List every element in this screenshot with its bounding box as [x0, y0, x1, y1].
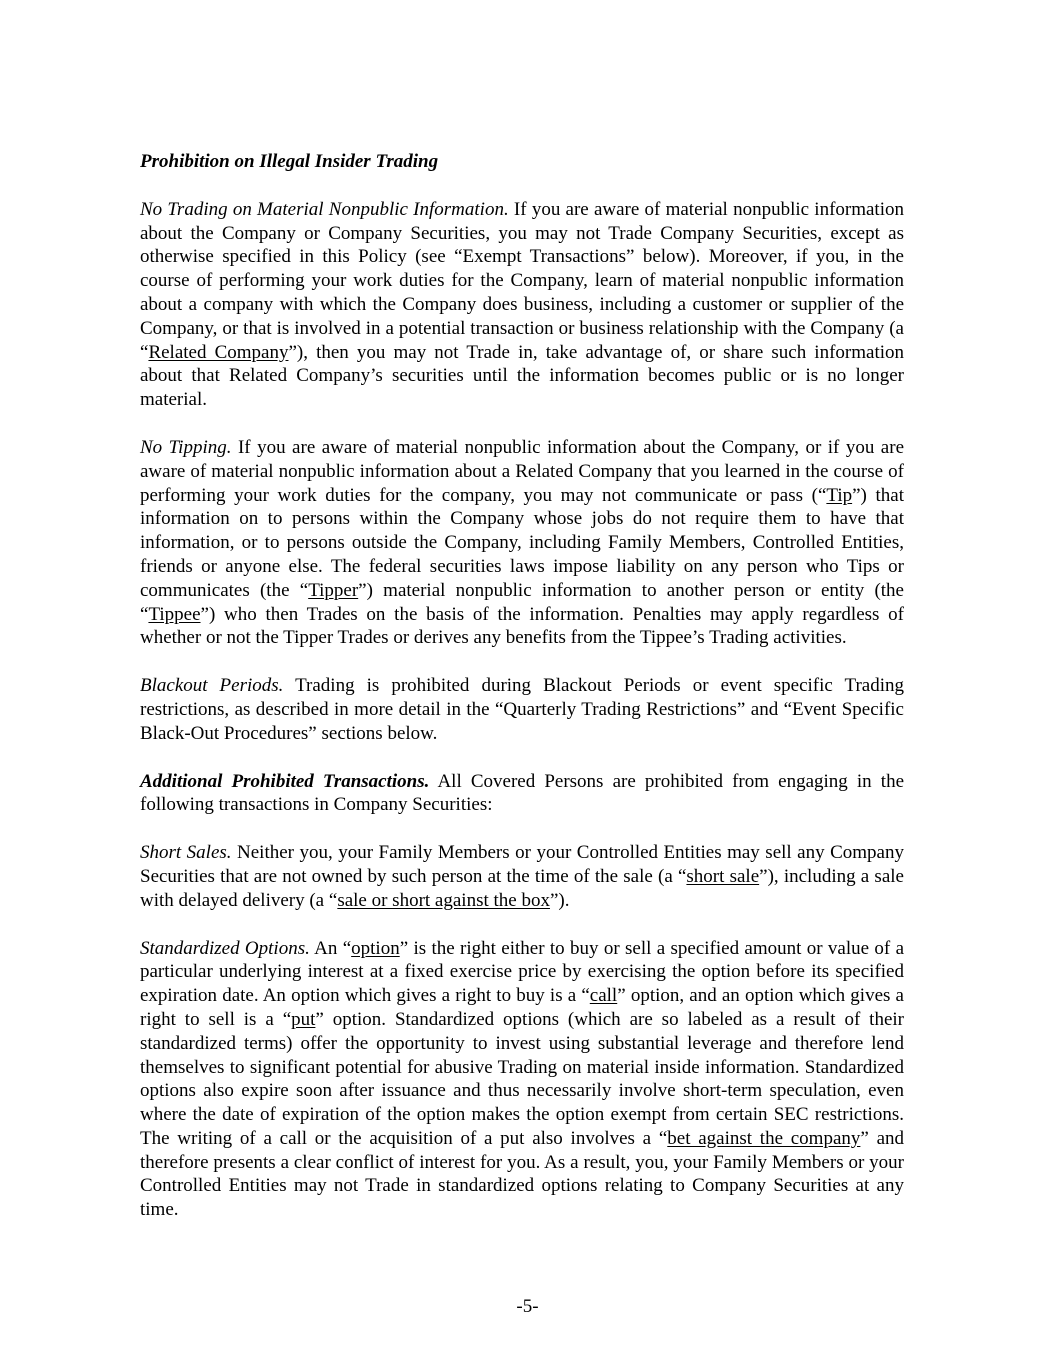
paragraph-no-tipping	[140, 436, 904, 650]
paragraph-title: Blackout Periods.	[140, 675, 284, 697]
paragraph-text: ” is the right either to buy or sell a specified amount or value of a particular underlying interest at a fixed exercise price by exercising the option before its specified expiration date. An option which gives a right to buy is a “	[140, 937, 904, 1007]
paragraph-title: Additional Prohibited Transactions.	[140, 770, 430, 792]
defined-term: option	[351, 937, 400, 959]
paragraph-text: ”) that information on to persons within the Company whose jobs do not require them to have that information, or to persons outside the Company, including Family Members, Controlled Entities, friends or anyone else. The federal securities laws impose liability on any person who Tips or communicates (the “	[140, 484, 904, 601]
paragraph-text: All Covered Persons are prohibited from engaging in the following transactions in Company Securities:	[140, 770, 904, 816]
paragraph-text: If you are aware of material nonpublic information about the Company, or if you are aware of material nonpublic information about a Related Company that you learned in the course of performing your work duties for the company, you may not communicate or pass (“	[140, 436, 904, 506]
paragraph-blackout-periods	[140, 674, 904, 745]
paragraph-text: ”), then you may not Trade in, take advantage of, or share such information about that Related Company’s securities until the information becomes public or is no longer material.	[140, 341, 904, 411]
paragraph-text: ” option, and an option which gives a right to sell is a “	[140, 985, 904, 1030]
paragraph-text: ” and therefore presents a clear conflict of interest for you. As a result, you, your Family Members or your Controlled Entities may not Trade in standardized options relating to Company Securities at any time.	[140, 1127, 904, 1221]
paragraph-short-sales	[140, 841, 904, 912]
paragraph-text: Trading is prohibited during Blackout Periods or event specific Trading restrictions, as described in more detail in the “Quarterly Trading Restrictions” and “Event Specific Black-Out Procedures” sections below.	[140, 675, 904, 744]
defined-term: bet against the company	[667, 1127, 861, 1149]
paragraph-text: Neither you, your Family Members or your Controlled Entities may sell any Company Securities that are not owned by such person at the time of the sale (a “	[140, 842, 904, 887]
defined-term: Tippee	[148, 603, 201, 625]
defined-term: call	[589, 985, 618, 1007]
paragraph-title: Short Sales.	[140, 842, 232, 864]
paragraph-text: ”) who then Trades on the basis of the information. Penalties may apply regardless of whether or not the Tipper Trades or derives any benefits from the Tippee’s Trading activities.	[140, 603, 904, 649]
paragraph-additional-prohibited	[140, 770, 904, 818]
paragraph-text: ”).	[549, 889, 570, 911]
paragraph-text: ” option. Standardized options (which are so labeled as a result of their standardized terms) offer the opportunity to invest using substantial leverage and therefore lend themselves to significant potential for abusive Trading on material inside information. Standardized options also expire soon after issuance and thus necessarily involve short-term speculation, even where the date of expiration of the option makes the option exempt from certain SEC restrictions. The writing of a call or the acquisition of a put also involves a “	[140, 1008, 904, 1149]
defined-term: sale or short against the box	[337, 889, 550, 911]
defined-term: Related Company	[148, 341, 289, 363]
paragraph-title: No Trading on Material Nonpublic Information.	[140, 198, 509, 220]
paragraph-text: ”) material nonpublic information to another person or entity (the “	[140, 579, 904, 625]
document-page	[140, 150, 904, 1246]
defined-term: Tip	[826, 484, 853, 506]
paragraph-text: An “	[309, 937, 352, 959]
defined-term: put	[291, 1008, 316, 1030]
paragraph-text: ”), including a sale with delayed delivery (a “	[140, 865, 904, 911]
defined-term: short sale	[686, 865, 760, 887]
page-number: -5-	[516, 1296, 539, 1317]
paragraph-standardized-options	[140, 937, 904, 1223]
paragraph-text: If you are aware of material nonpublic information about the Company or Company Securities, you may not Trade Company Securities, except as otherwise specified in this Policy (see “Exempt Transactions” below). Moreover, if you, in the course of performing your work duties for the Company, learn of material nonpublic information about a company with which the Company does business, including a customer or supplier of the Company, or that is involved in a potential transaction or business relationship with the Company (a “	[140, 198, 904, 363]
paragraph-no-trading	[140, 198, 904, 412]
paragraph-title: No Tipping.	[140, 436, 232, 458]
defined-term: Tipper	[308, 579, 359, 601]
section-heading: Prohibition on Illegal Insider Trading	[140, 151, 439, 172]
paragraph-title: Standardized Options.	[140, 937, 310, 959]
